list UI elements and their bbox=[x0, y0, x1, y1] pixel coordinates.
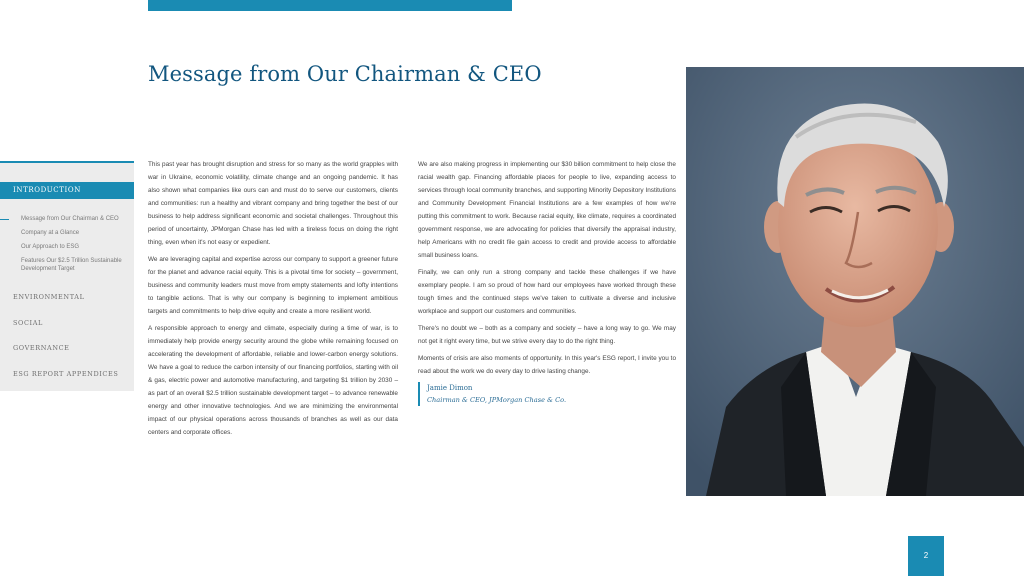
ceo-portrait-photo bbox=[686, 67, 1024, 496]
nav-section-social[interactable]: SOCIAL bbox=[13, 319, 43, 327]
body-paragraph: A responsible approach to energy and climate, especially during a time of war, is to immediately help provide energy security around the globe while remaining focused on accelerating the development of affordable, reliable and lower-carbon energy solutions. We have a goal to reduce the carbon intensity of our financing portfolios, starting with oil & gas, electric power and automotive manufacturing, and targeting $1 trillion by 2030 – as part of an overall $2.5 trillion sustainable development target – to advance renewable energy and other innovative technologies. And we are minimizing the environmental impact of our physical operations across thousands of branches as well as our data centers and corporate offices. bbox=[148, 325, 398, 436]
body-paragraph: There's no doubt we – both as a company and society – have a long way to go. We may not get it right every time, but we strive every day to do the right thing. bbox=[418, 325, 676, 345]
body-column-right bbox=[418, 158, 676, 406]
nav-section-environmental[interactable]: ENVIRONMENTAL bbox=[13, 293, 85, 301]
nav-section-appendices[interactable]: ESG REPORT APPENDICES bbox=[13, 370, 119, 378]
portrait-illustration bbox=[686, 67, 1024, 496]
nav-item-message-from-chairman[interactable]: Message from Our Chairman & CEO bbox=[21, 215, 131, 223]
nav-item-approach-to-esg[interactable]: Our Approach to ESG bbox=[21, 244, 80, 250]
nav-item-sustainable-target[interactable]: Features Our $2.5 Trillion Sustainable Development Target bbox=[21, 258, 122, 272]
nav-section-introduction[interactable]: INTRODUCTION bbox=[0, 182, 134, 199]
signature-name: Jamie Dimon bbox=[427, 384, 473, 392]
body-paragraph: We are leveraging capital and expertise across our company to support a greener future for the planet and advance racial equity. This is a pivotal time for society – government, business and community leaders must move from empty statements and lofty intentions to tangible actions. That is why our company is beginning to implement ambitious targets and commitments to help drive equity and create a more resilient world. bbox=[148, 256, 398, 315]
body-column-left bbox=[148, 158, 398, 443]
signature-title: Chairman & CEO, JPMorgan Chase & Co. bbox=[427, 396, 567, 404]
nav-item-company-at-a-glance[interactable]: Company at a Glance bbox=[21, 230, 80, 236]
body-paragraph: This past year has brought disruption and stress for so many as the world grapples with war in Ukraine, economic volatility, climate change and an ongoing pandemic. It has also shown what companies like ours can and must do to serve our customers, clients and communities: run a healthy and vibrant company and bring together the best of our business to help address significant economic and societal challenges. Throughout this period of uncertainty, JPMorgan Chase has led with a tireless focus on doing the right thing, even when it's not easy or expedient. bbox=[148, 161, 398, 246]
signature-block bbox=[418, 382, 676, 406]
body-paragraph: Moments of crisis are also moments of opportunity. In this year's ESG report, I invite you to read about the work we do every day to drive lasting change. bbox=[418, 355, 676, 375]
top-accent-bar bbox=[148, 0, 512, 11]
nav-section-governance[interactable]: GOVERNANCE bbox=[13, 344, 70, 352]
sidebar-nav bbox=[0, 161, 134, 391]
page-number: 2 bbox=[908, 536, 944, 576]
body-paragraph: We are also making progress in implementing our $30 billion commitment to help close the racial wealth gap. Financing affordable places for people to live, expanding access to services through local community branches, and supporting Minority Depository Institutions and Community Development Financial Institutions are a few examples of how we're putting this commitment to work. Because racial equity, like climate, requires a coordinated government response, we are advocating for policies that diversify the appraisal industry, help Americans with no credit file gain access to credit and provide access to affordable small business loans. bbox=[418, 161, 676, 259]
page-title: Message from Our Chairman & CEO bbox=[148, 62, 542, 86]
body-paragraph: Finally, we can only run a strong company and tackle these challenges if we have exemplary people. I am so proud of how hard our employees have worked through these tough times and the continued steps we've taken to cultivate a diverse and inclusive workplace and support our customers and communities. bbox=[418, 269, 676, 315]
